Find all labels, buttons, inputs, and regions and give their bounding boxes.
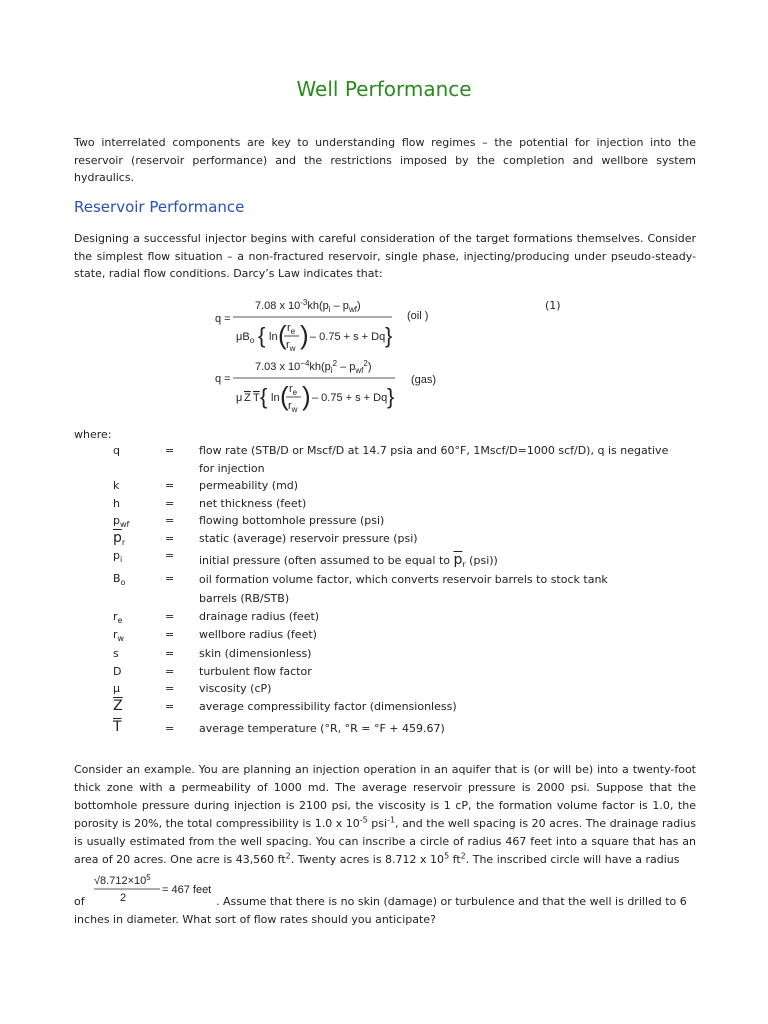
variable-definition: initial pressure (often assumed to be equal to $\overline{p}_r$ (psi)) (199, 552, 498, 570)
example-radius-line: of (74, 895, 85, 908)
variable-definition: wellbore radius (feet) (199, 627, 317, 641)
equals-sign: = (165, 479, 175, 492)
gas-lhs: q = (215, 373, 231, 385)
variable-row (113, 698, 673, 716)
gas-numerator: 7.03 x $10^{-4}kh(p_i^2 - p_{wf}^2)$ (255, 359, 372, 375)
example-question-text: inches in diameter. What sort of flow rates should you anticipate? (74, 913, 436, 926)
variable-symbol: $B_o$ (113, 572, 126, 588)
oil-open-brace: { (258, 323, 266, 348)
variable-definition: permeability (md) (199, 479, 299, 492)
variable-definition: net thickness (feet) (199, 496, 307, 510)
oil-lhs: q = (215, 313, 231, 325)
variable-symbol: $r_w$ (113, 627, 125, 643)
variable-symbol: k (113, 479, 120, 492)
equals-sign: = (165, 699, 175, 713)
variable-row (113, 680, 673, 698)
variable-row (113, 626, 673, 644)
example-assume-text: . Assume that there is no skin (damage) or turbulence and that the well is drilled to 6 (216, 895, 687, 908)
gas-denominator-z: Z (244, 392, 251, 404)
variable-definition: drainage radius (feet) (199, 610, 320, 623)
variable-row (113, 608, 673, 626)
reservoir-paragraph: Designing a successful injector begins with careful consideration of the target formations themselves. Consider the simplest flow situation – a non-fractured reservoir, single phase, injecting/producing under pseudo-steady-state, radial flow conditions. Darcy’s Law indicates that: (74, 232, 696, 280)
radius-fraction (94, 873, 219, 905)
oil-rw: $r_w$ (286, 339, 296, 353)
variable-symbol: $\overline{T}$ (113, 719, 122, 735)
variable-row (113, 547, 673, 570)
variable-definition: skin (dimensionless) (199, 647, 312, 660)
where-label: where: (74, 428, 112, 441)
radius-denominator: 2 (120, 892, 127, 904)
variable-definition: flow rate (STB/D or Mscf/D at 14.7 psia and 60°F, 1Mscf/D=1000 scf/D), q is negative for injection (199, 444, 669, 475)
oil-numerator: 7.08 x $10^{-3}kh(p_i - p_{wf})$ (255, 298, 361, 314)
section-heading: Reservoir Performance (74, 198, 245, 216)
example-paragraph: Consider an example. You are planning an injection operation in an aquifer that is (or will be) into a twenty-foot thick zone with a permeability of 1000 md. The average reservoir pressure is 2000 psi. Suppose that the bottomhole pressure during injection is 2100 psi, the viscosity is 1 cP, the formation volume factor is 1.0, the porosity is 20%, the total compressibility is 1.0 x $10^{-5}$ psi$^{-1}$, and the well spacing is 20 acres. The drainage radius is usually estimated from the well spacing. You can inscribe a circle of radius 467 feet into a square that has an area of 20 acres. One acre is 43,560 $ft^2$. Twenty acres is 8.712 x $10^5$ $ft^2$. The inscribed circle will have a radius (74, 763, 696, 866)
gas-open-brace: { (260, 384, 268, 409)
equals-sign: = (165, 496, 175, 510)
variable-definition: turbulent flow factor (199, 664, 312, 678)
equation-number: (1) (545, 299, 561, 312)
variable-symbol: $\overline{Z}$ (113, 697, 123, 714)
variable-symbol: s (113, 647, 119, 660)
variable-symbol: $\overline{p}_r$ (113, 529, 126, 547)
variable-symbol: μ (113, 682, 120, 695)
page-title: Well Performance (296, 77, 472, 101)
gas-rw: $r_w$ (288, 400, 298, 414)
equals-sign: = (165, 647, 175, 660)
oil-denominator-mu: $\mu B_o$ (236, 331, 255, 345)
variable-symbol: h (113, 496, 120, 510)
gas-close-paren: ) (302, 381, 311, 411)
gas-open-paren: ( (280, 381, 289, 411)
gas-tail: – 0.75 + s + Dq (312, 392, 388, 404)
variable-row (113, 663, 673, 681)
variable-row (113, 477, 673, 495)
variable-symbol: $p_i$ (113, 549, 123, 565)
oil-re: $r_e$ (287, 322, 296, 336)
gas-label: (gas) (411, 374, 437, 386)
equals-sign: = (165, 664, 175, 678)
variable-symbol: D (113, 664, 122, 678)
variable-symbol: $r_e$ (113, 610, 123, 626)
equals-sign: = (165, 722, 175, 735)
darcy-equation (200, 293, 700, 423)
oil-close-paren: ) (300, 320, 309, 350)
oil-ln: ln (269, 331, 278, 343)
radius-numerator: $√8.712\times 10^5$ (94, 873, 151, 887)
equals-sign: = (165, 627, 175, 641)
gas-denominator-t: T (253, 392, 260, 404)
variable-definition: oil formation volume factor, which converts reservoir barrels to stock tank barrels (RB/STB) (199, 573, 608, 605)
equals-sign: = (165, 610, 175, 623)
variable-definitions (113, 442, 673, 739)
variable-row (113, 645, 673, 663)
variable-symbol: $p_{wf}$ (113, 514, 130, 530)
variable-definition: static (average) reservoir pressure (psi) (199, 531, 418, 545)
gas-close-brace: } (387, 384, 395, 409)
variable-row (113, 512, 673, 530)
oil-label: (oil ) (407, 310, 429, 322)
variable-definition: average temperature (°R, °R = °F + 459.67) (199, 722, 445, 735)
oil-open-paren: ( (278, 320, 287, 350)
variable-definition: viscosity (cP) (199, 682, 272, 695)
variable-symbol: q (113, 444, 120, 457)
gas-ln: ln (271, 392, 280, 404)
variable-row (113, 495, 673, 513)
gas-denominator-mu: μ (236, 392, 243, 404)
variable-row (113, 530, 673, 548)
equals-sign: = (165, 514, 175, 527)
variable-definition: average compressibility factor (dimensionless) (199, 699, 457, 713)
variable-row (113, 570, 673, 608)
radius-result: = 467 feet (162, 884, 212, 896)
oil-tail: – 0.75 + s + Dq (310, 331, 386, 343)
variable-row (113, 442, 673, 477)
variable-row (113, 715, 673, 739)
intro-paragraph: Two interrelated components are key to understanding flow regimes – the potential for injection into the reservoir (reservoir performance) and the restrictions imposed by the completion and wellbore system hydraulics. (74, 136, 696, 184)
equals-sign: = (165, 549, 175, 562)
equals-sign: = (165, 682, 175, 695)
gas-re: $r_e$ (289, 383, 298, 397)
variable-definition: flowing bottomhole pressure (psi) (199, 514, 385, 527)
oil-close-brace: } (385, 323, 393, 348)
equals-sign: = (165, 572, 175, 585)
equals-sign: = (165, 444, 175, 457)
equals-sign: = (165, 531, 175, 545)
